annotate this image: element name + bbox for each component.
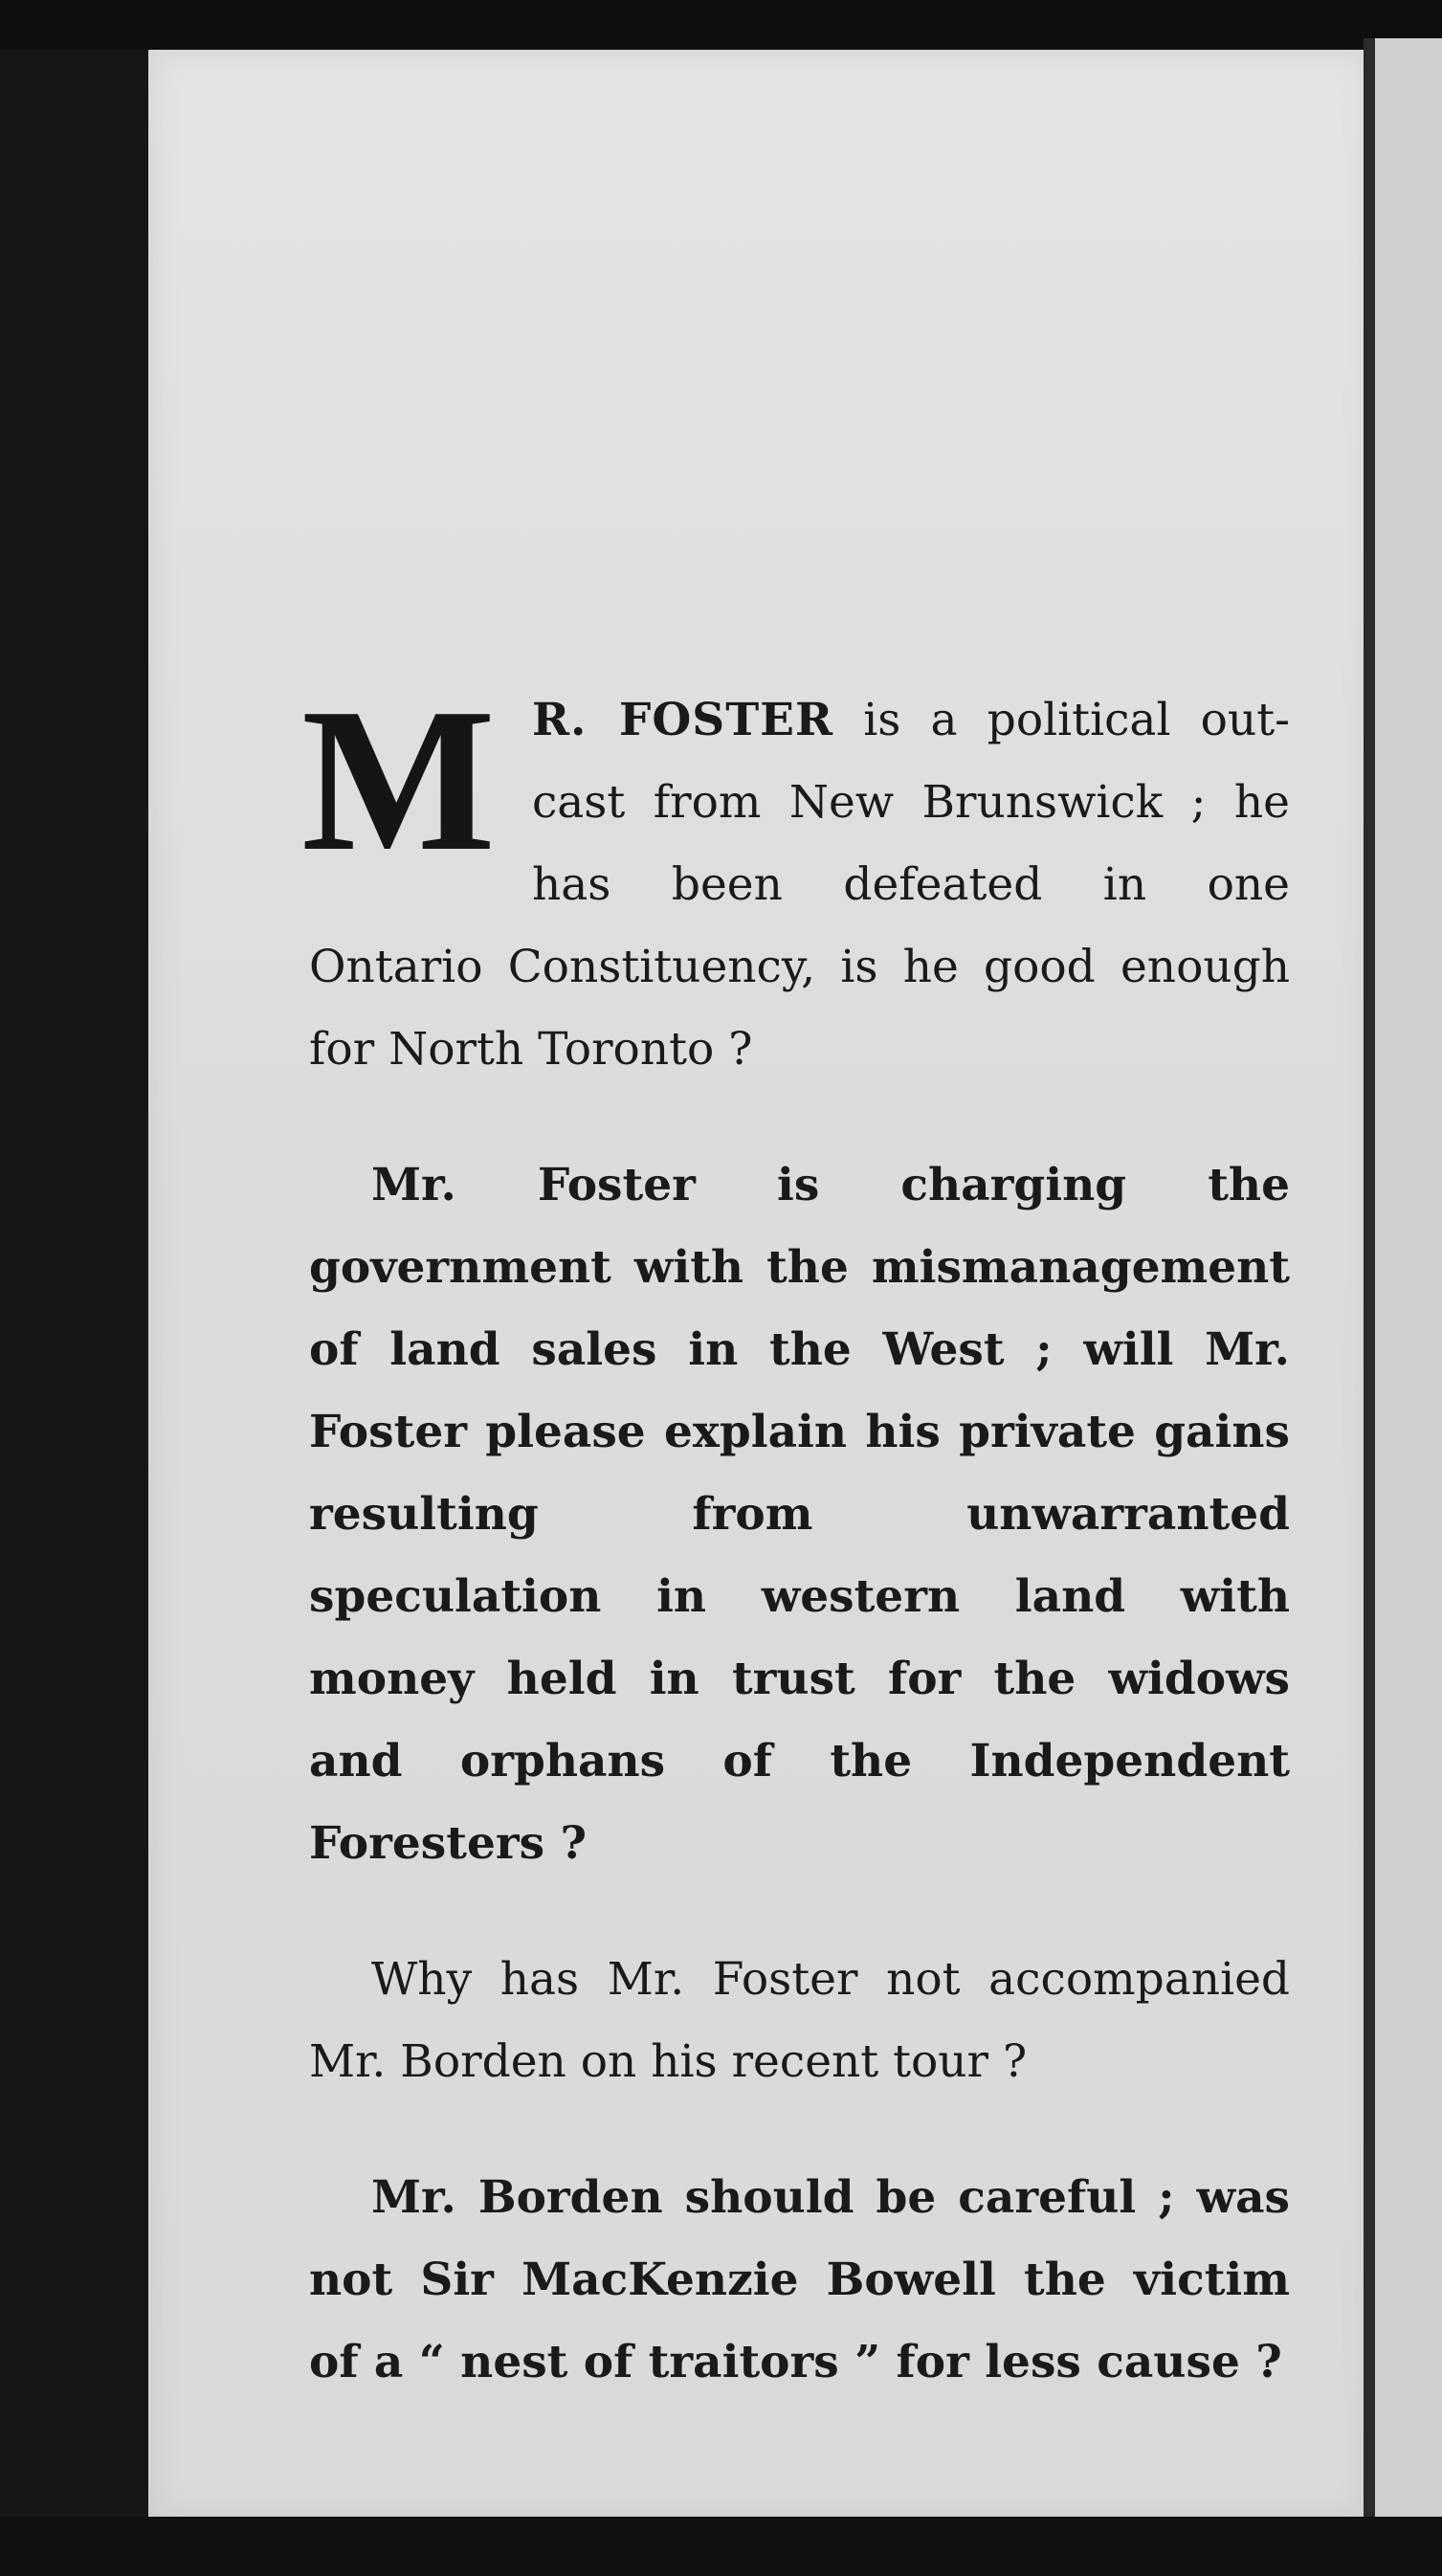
paragraph-1-text: is a political out-cast from New Brunswick ; he has been defeated in one Ontario Constituency, is he good enough for North Toronto ?: [309, 694, 1290, 1076]
scan-border-top: [0, 0, 1442, 50]
paragraph-1: [301, 665, 1290, 1091]
paragraph-3: Why has Mr. Foster not accompanied Mr. Borden on his recent tour ?: [309, 1953, 1290, 2088]
page-binding-edge: [1364, 38, 1375, 2536]
lead-words: R. FOSTER: [531, 694, 834, 746]
document-body: [301, 665, 1290, 2404]
drop-cap: M: [301, 665, 496, 894]
paragraph-2: Mr. Foster is charging the government with the mismanagement of land sales in the West ; will Mr. Foster please explain his private gains resulting from unwarranted speculation in western land with money held in trust for the widows and orphans of the Independent Foresters ?: [309, 1159, 1290, 1870]
paragraph-4: Mr. Borden should be careful ; was not Sir MacKenzie Bowell the victim of a “ nest of traitors ” for less cause ?: [309, 2171, 1290, 2388]
adjacent-page-edge: [1375, 38, 1442, 2536]
show-through-masthead: [292, 184, 1153, 457]
scan-border-bottom: [0, 2517, 1442, 2576]
